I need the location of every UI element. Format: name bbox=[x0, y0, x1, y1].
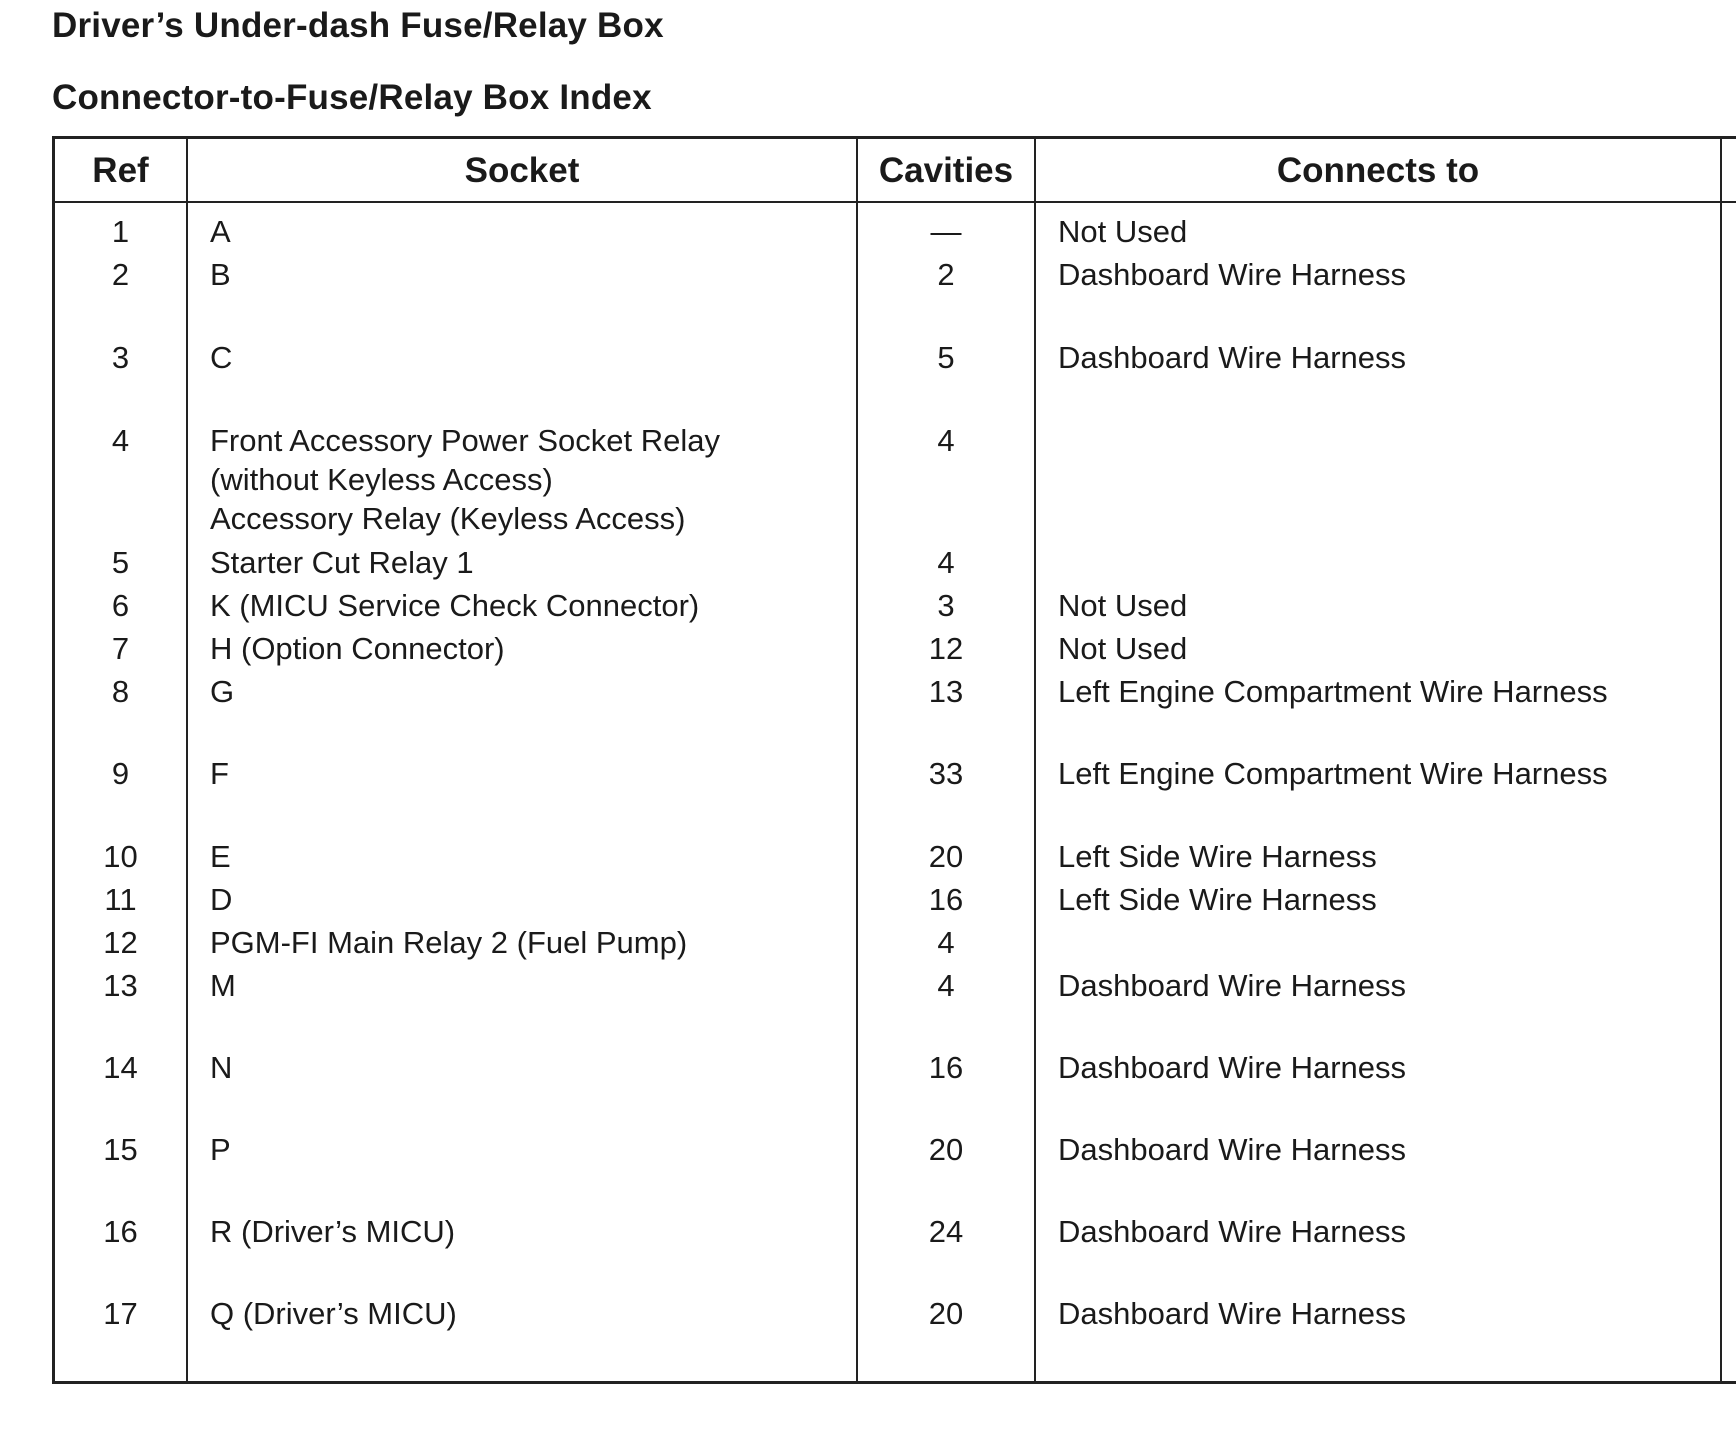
connects-to-cell: Dashboard Wire Harness bbox=[1058, 968, 1407, 1003]
cavities-cell: — bbox=[930, 214, 962, 249]
connects-to-cell: Dashboard Wire Harness bbox=[1058, 1132, 1407, 1167]
socket-cell: G bbox=[210, 674, 235, 709]
socket-cell: Starter Cut Relay 1 bbox=[210, 545, 474, 580]
table-row bbox=[0, 421, 1736, 536]
ref-cell: 8 bbox=[111, 674, 130, 709]
table-row bbox=[0, 754, 1736, 794]
cavities-cell: 5 bbox=[937, 340, 955, 375]
column-header-connects-to: Connects to bbox=[1276, 151, 1480, 190]
socket-cell: R (Driver’s MICU) bbox=[210, 1214, 456, 1249]
connects-to-cell: Not Used bbox=[1058, 588, 1188, 623]
socket-cell: H (Option Connector) bbox=[210, 631, 505, 666]
socket-cell: P bbox=[210, 1132, 231, 1167]
ref-cell: 2 bbox=[111, 257, 130, 292]
cavities-cell: 16 bbox=[928, 882, 964, 917]
page-title: Driver’s Under-dash Fuse/Relay Box bbox=[52, 6, 664, 45]
table-row bbox=[0, 255, 1736, 295]
cavities-cell: 16 bbox=[928, 1050, 964, 1085]
connects-to-cell: Not Used bbox=[1058, 631, 1188, 666]
cavities-cell: 20 bbox=[928, 839, 964, 874]
socket-cell: A bbox=[210, 214, 231, 249]
socket-cell: Q (Driver’s MICU) bbox=[210, 1296, 457, 1331]
table-top-border bbox=[52, 136, 1736, 139]
ref-cell: 1 bbox=[111, 214, 130, 249]
cavities-cell: 4 bbox=[937, 925, 955, 960]
socket-cell: F bbox=[210, 756, 229, 791]
connects-to-cell: Not Used bbox=[1058, 214, 1188, 249]
cavities-cell: 20 bbox=[928, 1296, 964, 1331]
connects-to-cell: Dashboard Wire Harness bbox=[1058, 257, 1407, 292]
connects-to-cell: Left Side Wire Harness bbox=[1058, 882, 1377, 917]
ref-cell: 14 bbox=[103, 1050, 138, 1085]
cavities-cell: 20 bbox=[928, 1132, 964, 1167]
ref-cell: 9 bbox=[111, 756, 130, 791]
socket-cell: D bbox=[210, 882, 233, 917]
socket-cell: M bbox=[210, 968, 236, 1003]
table-row bbox=[0, 212, 1736, 252]
cavities-cell: 4 bbox=[937, 423, 955, 458]
socket-cell: PGM-FI Main Relay 2 (Fuel Pump) bbox=[210, 925, 688, 960]
socket-cell: K (MICU Service Check Connector) bbox=[210, 588, 700, 623]
ref-cell: 15 bbox=[103, 1132, 138, 1167]
cavities-cell: 13 bbox=[928, 674, 964, 709]
connects-to-cell: Dashboard Wire Harness bbox=[1058, 1050, 1407, 1085]
socket-cell: Front Accessory Power Socket Relay (without Keyless Access) Accessory Relay (Keyless Access) bbox=[210, 423, 720, 536]
cavities-cell: 3 bbox=[937, 588, 955, 623]
connects-to-cell: Left Side Wire Harness bbox=[1058, 839, 1377, 874]
cavities-cell: 2 bbox=[937, 257, 955, 292]
cavities-cell: 4 bbox=[937, 968, 955, 1003]
ref-cell: 6 bbox=[111, 588, 130, 623]
ref-cell: 7 bbox=[111, 631, 130, 666]
table-row bbox=[0, 338, 1736, 378]
table-row bbox=[0, 923, 1736, 963]
page-subtitle: Connector-to-Fuse/Relay Box Index bbox=[52, 78, 652, 117]
table-row bbox=[0, 966, 1736, 1006]
connects-to-cell: Left Engine Compartment Wire Harness bbox=[1058, 756, 1608, 791]
connects-to-cell: Left Engine Compartment Wire Harness bbox=[1058, 674, 1608, 709]
table-row bbox=[0, 672, 1736, 712]
table-row bbox=[0, 1048, 1736, 1088]
column-header-cavities: Cavities bbox=[878, 151, 1014, 190]
connects-to-cell: Dashboard Wire Harness bbox=[1058, 340, 1407, 375]
ref-cell: 13 bbox=[103, 968, 138, 1003]
table-row bbox=[0, 1130, 1736, 1170]
cavities-cell: 24 bbox=[928, 1214, 964, 1249]
ref-cell: 12 bbox=[103, 925, 138, 960]
ref-cell: 17 bbox=[103, 1296, 138, 1331]
ref-cell: 5 bbox=[111, 545, 130, 580]
table-row bbox=[0, 1212, 1736, 1252]
cavities-cell: 33 bbox=[928, 756, 964, 791]
socket-cell: E bbox=[210, 839, 231, 874]
connects-to-cell: Dashboard Wire Harness bbox=[1058, 1296, 1407, 1331]
ref-cell: 11 bbox=[104, 882, 137, 917]
table-row bbox=[0, 880, 1736, 920]
column-header-ref: Ref bbox=[92, 151, 149, 190]
table-row bbox=[0, 586, 1736, 626]
ref-cell: 4 bbox=[111, 423, 130, 458]
table-bottom-border bbox=[52, 1381, 1736, 1384]
table-row bbox=[0, 1294, 1736, 1334]
connects-to-cell: Dashboard Wire Harness bbox=[1058, 1214, 1407, 1249]
socket-cell: B bbox=[210, 257, 231, 292]
ref-cell: 16 bbox=[103, 1214, 138, 1249]
table-header-divider bbox=[52, 201, 1736, 203]
cavities-cell: 12 bbox=[928, 631, 964, 666]
socket-cell: N bbox=[210, 1050, 233, 1085]
table-row bbox=[0, 629, 1736, 669]
cavities-cell: 4 bbox=[937, 545, 955, 580]
table-row bbox=[0, 543, 1736, 583]
socket-cell: C bbox=[210, 340, 233, 375]
ref-cell: 3 bbox=[111, 340, 130, 375]
ref-cell: 10 bbox=[103, 839, 138, 874]
table-row bbox=[0, 837, 1736, 877]
column-header-socket: Socket bbox=[464, 151, 580, 190]
